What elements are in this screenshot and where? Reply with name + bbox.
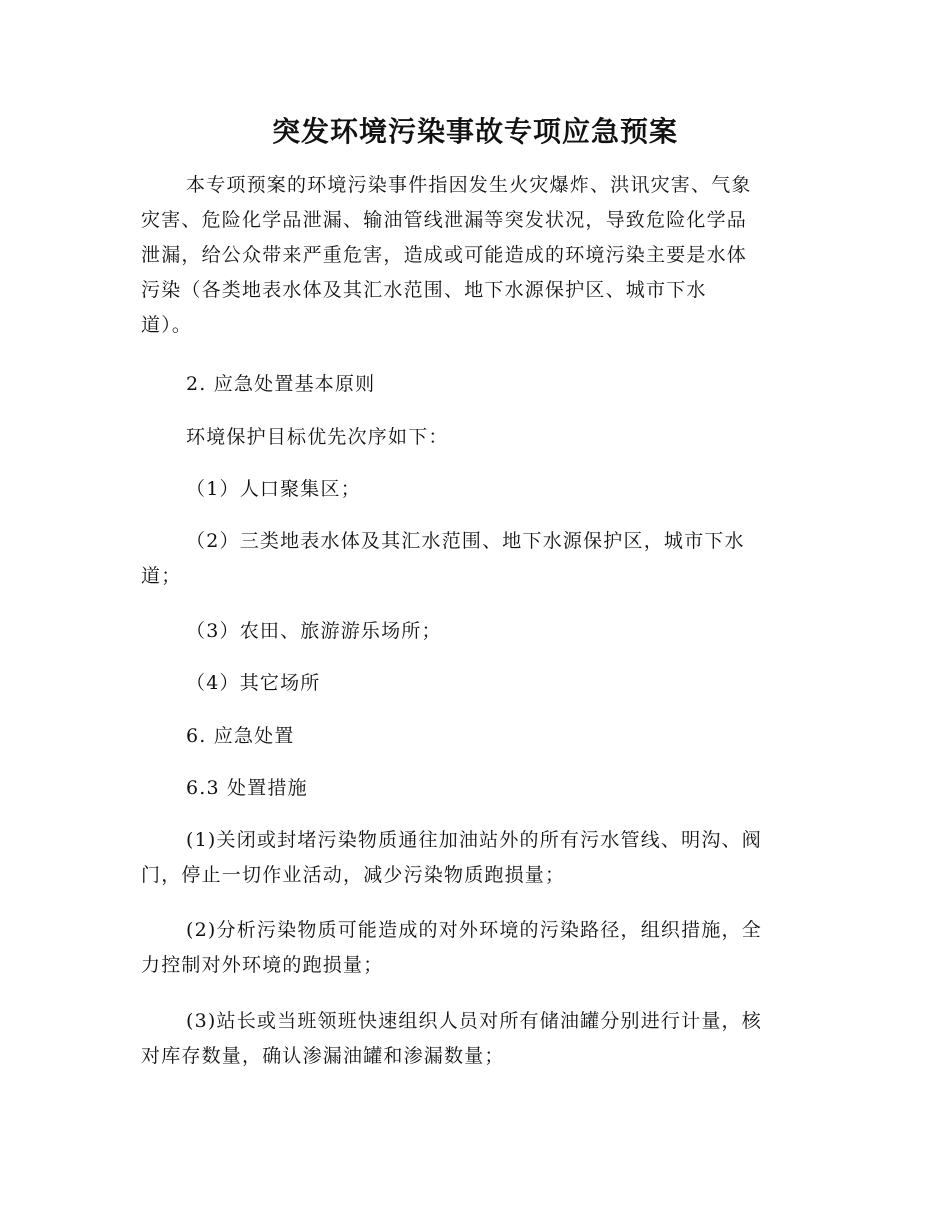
section-2-heading-text: 2. 应急处置基本原则 — [186, 373, 376, 395]
priority-item-4 — [141, 666, 811, 701]
intro-line: 灾害、危险化学品泄漏、输油管线泄漏等突发状况，导致危险化学品 — [141, 209, 748, 231]
section-6-heading — [141, 719, 811, 754]
measure-2-line: (2)分析污染物质可能造成的对外环境的污染路径，组织措施，全 — [186, 919, 762, 941]
intro-line: 道）。 — [141, 314, 193, 336]
priority-item-3-text: （3）农田、旅游游乐场所； — [186, 620, 442, 642]
priority-intro-text: 环境保护目标优先次序如下： — [186, 426, 449, 448]
document-title: 突发环境污染事故专项应急预案 — [271, 115, 678, 148]
priority-item-2 — [141, 524, 811, 594]
intro-paragraph — [141, 168, 811, 343]
section-2-heading — [141, 367, 811, 402]
measure-1-line: 门，停止一切作业活动，减少污染物质跑损量； — [141, 864, 566, 886]
intro-line: 本专项预案的环境污染事件指因发生火灾爆炸、洪讯灾害、气象 — [186, 174, 752, 196]
measure-2-line: 力控制对外环境的跑损量； — [141, 954, 384, 976]
measure-2 — [141, 913, 811, 983]
section-6-3-heading — [141, 771, 811, 806]
intro-line: 污染（各类地表水体及其汇水范围、地下水源保护区、城市下水 — [141, 279, 707, 301]
priority-item-1 — [141, 472, 811, 507]
measure-1 — [141, 823, 811, 893]
section-6-heading-text: 6. 应急处置 — [186, 725, 295, 747]
priority-item-1-text: （1）人口聚集区； — [186, 478, 361, 500]
priority-item-2-line: （2）三类地表水体及其汇水范围、地下水源保护区，城市下水 — [186, 530, 745, 552]
measure-3 — [141, 1004, 811, 1074]
section-6-3-heading-text: 6.3 处置措施 — [186, 777, 308, 799]
priority-intro — [141, 420, 811, 455]
intro-line: 泄漏，给公众带来严重危害，造成或可能造成的环境污染主要是水体 — [141, 244, 748, 266]
priority-item-2-line: 道； — [141, 565, 182, 587]
priority-item-4-text: （4）其它场所 — [186, 672, 321, 694]
priority-item-3 — [141, 614, 811, 649]
measure-1-line: (1)关闭或封堵污染物质通往加油站外的所有污水管线、明沟、阀 — [186, 829, 762, 851]
measure-3-line: 对库存数量，确认渗漏油罐和渗漏数量； — [141, 1045, 505, 1067]
measure-3-line: (3)站长或当班领班快速组织人员对所有储油罐分别进行计量，核 — [186, 1010, 762, 1032]
